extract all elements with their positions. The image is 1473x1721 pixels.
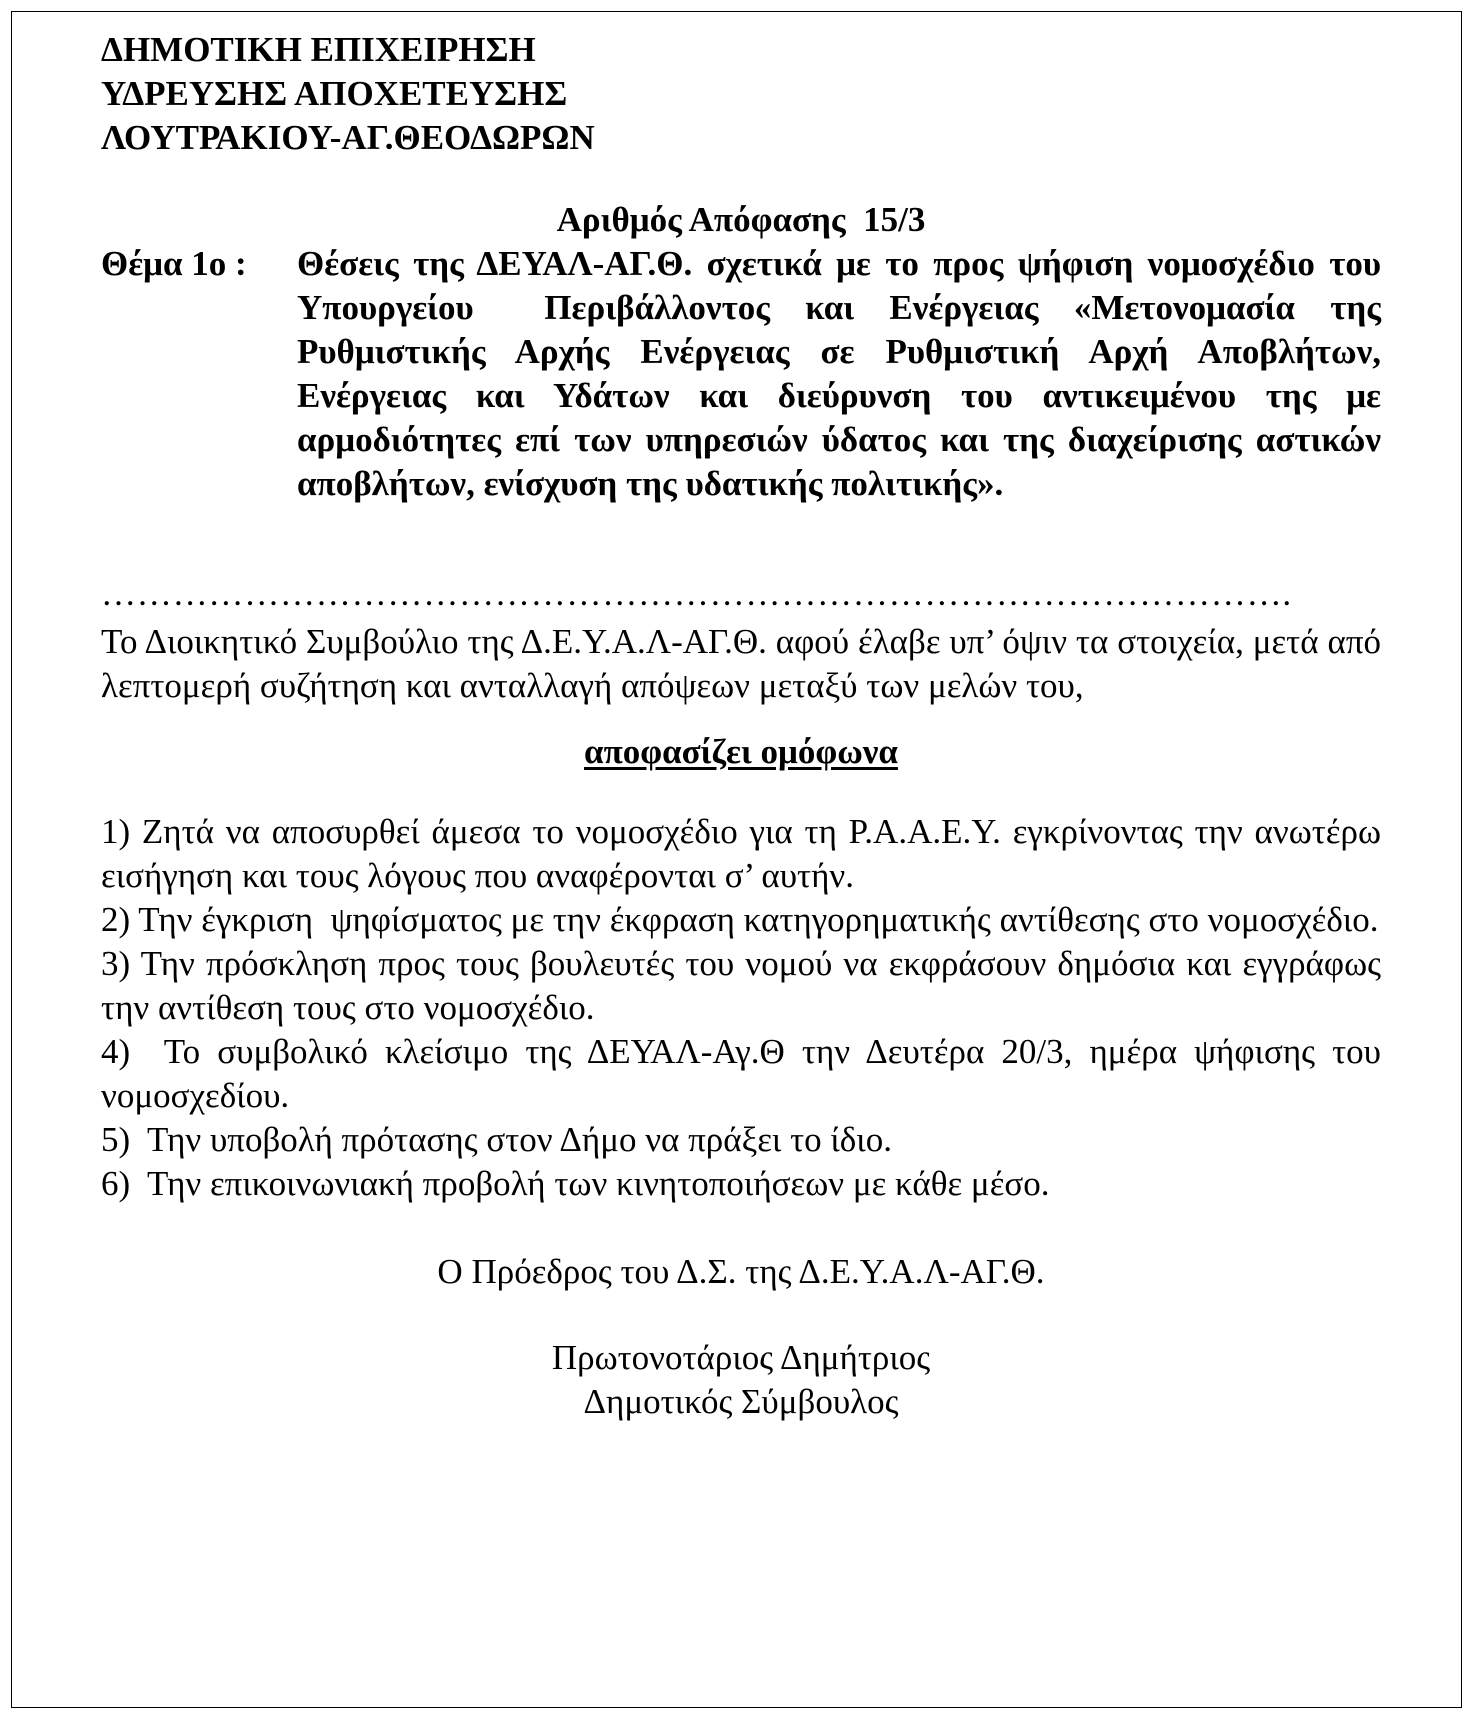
signature-title: Ο Πρόεδρος του Δ.Σ. της Δ.Ε.Υ.Α.Λ-ΑΓ.Θ. [437,1252,1045,1291]
dotted-separator: ………………………………………………………………………………………. [101,576,1292,612]
document-body [101,28,1390,1424]
decision-item-5: 5) Την υποβολή πρότασης στον Δήμο να πράξει το ίδιο. [101,1120,892,1159]
signatory [101,1336,1381,1424]
signatory-role: Δημοτικός Σύμβουλος [583,1382,899,1421]
decision-item-1: 1) Ζητά να αποσυρθεί άμεσα το νομοσχέδιο για τη Ρ.Α.Α.Ε.Υ. εγκρίνοντας την ανωτέρω εισήγηση και τους λόγους που αναφέρονται σ’ αυτήν. [101,812,1390,895]
signatory-name: Πρωτονοτάριος Δημήτριος [551,1338,931,1377]
subject-block [101,242,1390,506]
signature-block [101,1250,1381,1424]
org-name-line-3: ΛΟΥΤΡΑΚΙΟΥ-ΑΓ.ΘΕΟΔΩΡΩΝ [101,118,595,157]
decision-heading-text: αποφασίζει ομόφωνα [584,732,898,771]
subject-label: Θέμα 1ο : [101,244,247,283]
subject-text: Θέσεις της ΔΕΥΑΛ-ΑΓ.Θ. σχετικά με το προς ψήφιση νομοσχέδιο του Υπουργείου Περιβάλλοντος και Ενέργειας «Μετονομασία της Ρυθμιστικής Αρχής Ενέργειας σε Ρυθμιστική Αρχή Αποβλήτων, Ενέργειας και Υδάτων και διεύρυνση του αντικειμένου της με αρμοδιότητες επί των υπηρεσιών ύδατος και της διαχείρισης αστικών αποβλήτων, ενίσχυση της υδατικής πολιτικής». [297,244,1390,503]
decision-items [101,810,1390,1206]
decision-item-4: 4) Το συμβολικό κλείσιμο της ΔΕΥΑΛ-Αγ.Θ την Δευτέρα 20/3, ημέρα ψήφισης του νομοσχεδίου. [101,1032,1390,1115]
decision-heading [101,730,1381,774]
decision-number: Αριθμός Απόφασης 15/3 [556,200,926,239]
decision-item-6: 6) Την επικοινωνιακή προβολή των κινητοποιήσεων με κάθε μέσο. [101,1164,1050,1203]
org-name-line-2: ΥΔΡΕΥΣΗΣ ΑΠΟΧΕΤΕΥΣΗΣ [101,74,568,113]
decision-item-2: 2) Την έγκριση ψηφίσματος με την έκφραση κατηγορηματικής αντίθεσης στο νομοσχέδιο. [101,900,1379,939]
organization-header [101,28,1381,160]
decision-item-3: 3) Την πρόσκληση προς τους βουλευτές του νομού να εκφράσουν δημόσια και εγγράφως την αντίθεση τους στο νομοσχέδιο. [101,944,1390,1027]
intro-paragraph: Το Διοικητικό Συμβούλιο της Δ.Ε.Υ.Α.Λ-ΑΓ.Θ. αφού έλαβε υπ’ όψιν τα στοιχεία, μετά από λεπτομερή συζήτηση και ανταλλαγή απόψεων μεταξύ των μελών του, [101,622,1381,705]
org-name-line-1: ΔΗΜΟΤΙΚΗ ΕΠΙΧΕΙΡΗΣΗ [101,30,536,69]
